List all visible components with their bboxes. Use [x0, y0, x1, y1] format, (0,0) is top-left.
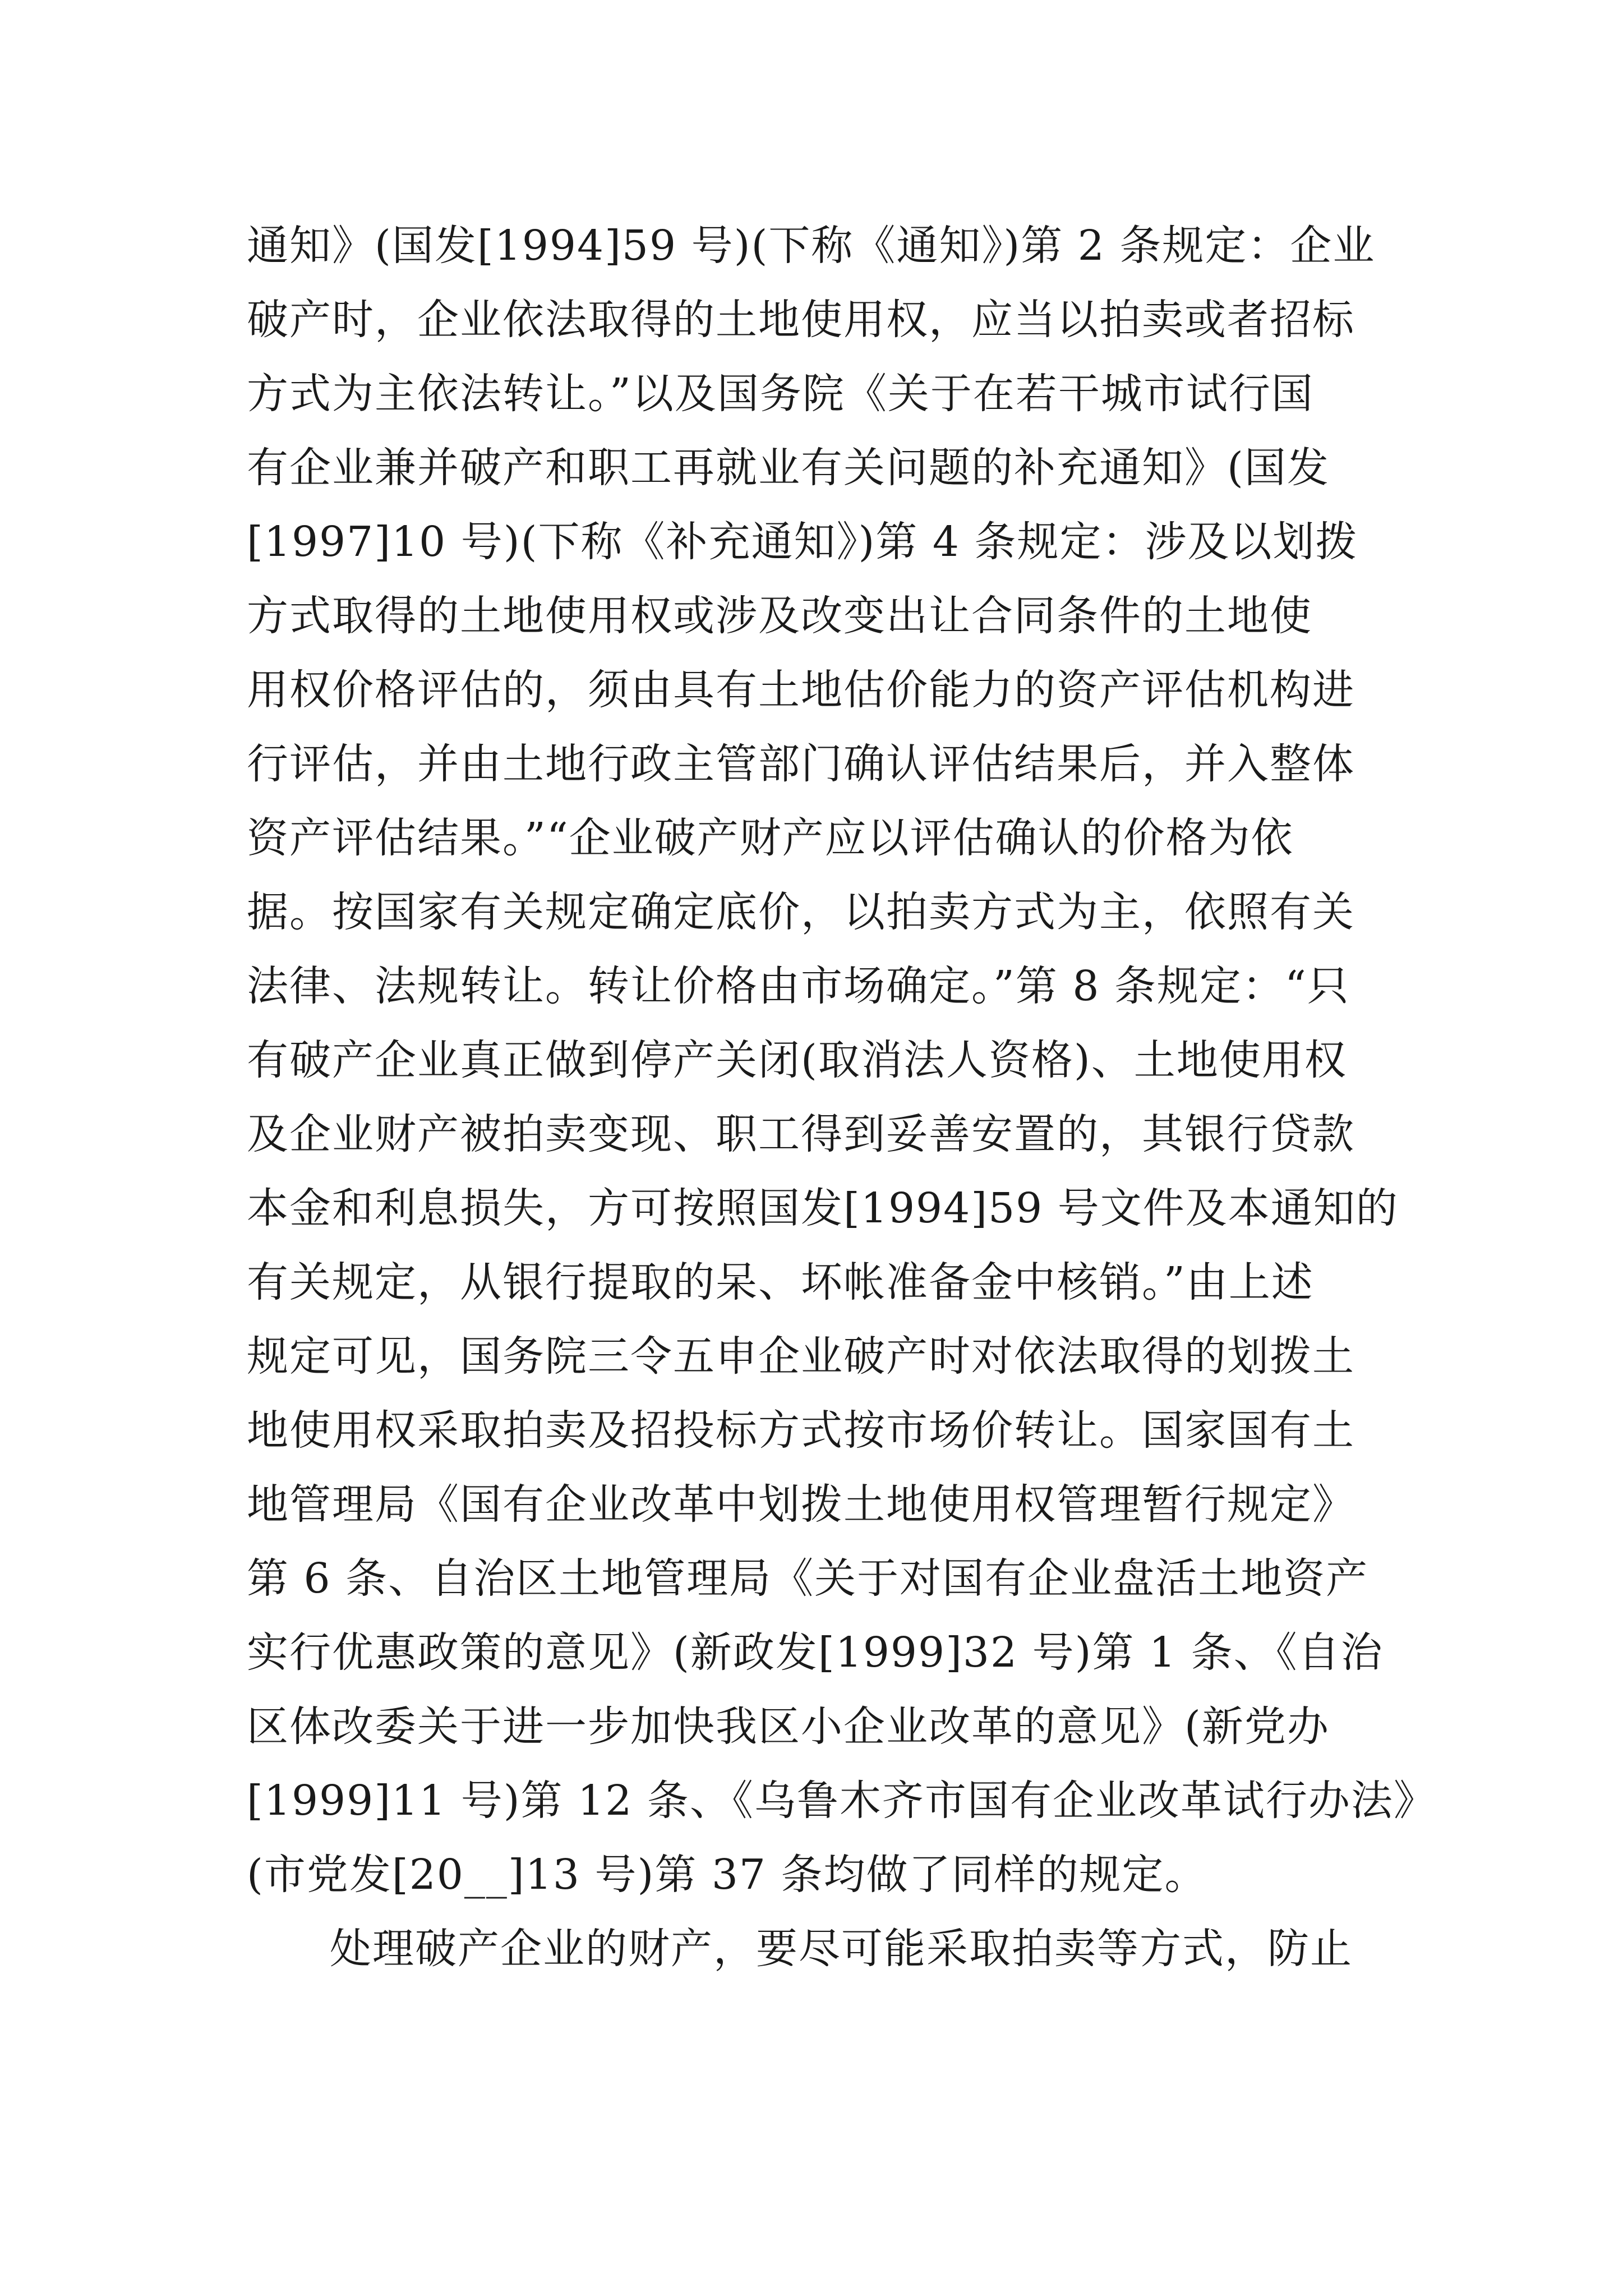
text-line: 有关规定，从银行提取的呆、坏帐准备金中核销。”由上述 — [247, 1258, 1314, 1306]
text-line: (市党发[20__]13 号)第 37 条均做了同样的规定。 — [247, 1851, 1207, 1899]
text-line: 第 6 条、自治区土地管理局《关于对国有企业盘活土地资产 — [247, 1554, 1369, 1603]
text-line: 有破产企业真正做到停产关闭(取消法人资格)、土地使用权 — [247, 1036, 1347, 1084]
text-line: 据。按国家有关规定确定底价，以拍卖方式为主，依照有关 — [247, 888, 1355, 936]
text-line: 本金和利息损失，方可按照国发[1994]59 号文件及本通知的 — [247, 1184, 1399, 1232]
text-line: 破产时，企业依法取得的土地使用权，应当以拍卖或者招标 — [247, 296, 1355, 344]
text-line: 资产评估结果。”“企业破产财产应以评估确认的价格为依 — [247, 814, 1294, 862]
text-line: 有企业兼并破产和职工再就业有关问题的补充通知》(国发 — [247, 444, 1330, 492]
text-line: 区体改委关于进一步加快我区小企业改革的意见》(新党办 — [247, 1703, 1330, 1751]
text-line: 地管理局《国有企业改革中划拨土地使用权管理暂行规定》 — [247, 1480, 1355, 1529]
text-line: 方式为主依法转让。”以及国务院《关于在若干城市试行国 — [247, 370, 1314, 418]
text-line: 规定可见，国务院三令五申企业破产时对依法取得的划拨土 — [247, 1332, 1355, 1381]
text-line: 地使用权采取拍卖及招投标方式按市场价转让。国家国有土 — [247, 1406, 1355, 1455]
text-line: 及企业财产被拍卖变现、职工得到妥善安置的，其银行贷款 — [247, 1110, 1355, 1158]
text-line: 用权价格评估的，须由具有土地估价能力的资产评估机构进 — [247, 666, 1355, 714]
text-line: [1997]10 号)(下称《补充通知》)第 4 条规定：涉及以划拨 — [247, 518, 1358, 566]
text-line: [1999]11 号)第 12 条、《乌鲁木齐市国有企业改革试行办法》 — [247, 1777, 1436, 1825]
text-line: 实行优惠政策的意见》(新政发[1999]32 号)第 1 条、《自治 — [247, 1628, 1384, 1677]
paragraph-start-line: 处理破产企业的财产，要尽可能采取拍卖等方式，防止 — [330, 1925, 1353, 1973]
text-line: 通知》(国发[1994]59 号)(下称《通知》)第 2 条规定：企业 — [247, 222, 1376, 270]
text-line: 行评估，并由土地行政主管部门确认评估结果后，并入整体 — [247, 740, 1355, 788]
text-line: 法律、法规转让。转让价格由市场确定。”第 8 条规定：“只 — [247, 962, 1350, 1010]
document-body — [247, 209, 1436, 1986]
text-line: 方式取得的土地使用权或涉及改变出让合同条件的土地使 — [247, 592, 1312, 640]
